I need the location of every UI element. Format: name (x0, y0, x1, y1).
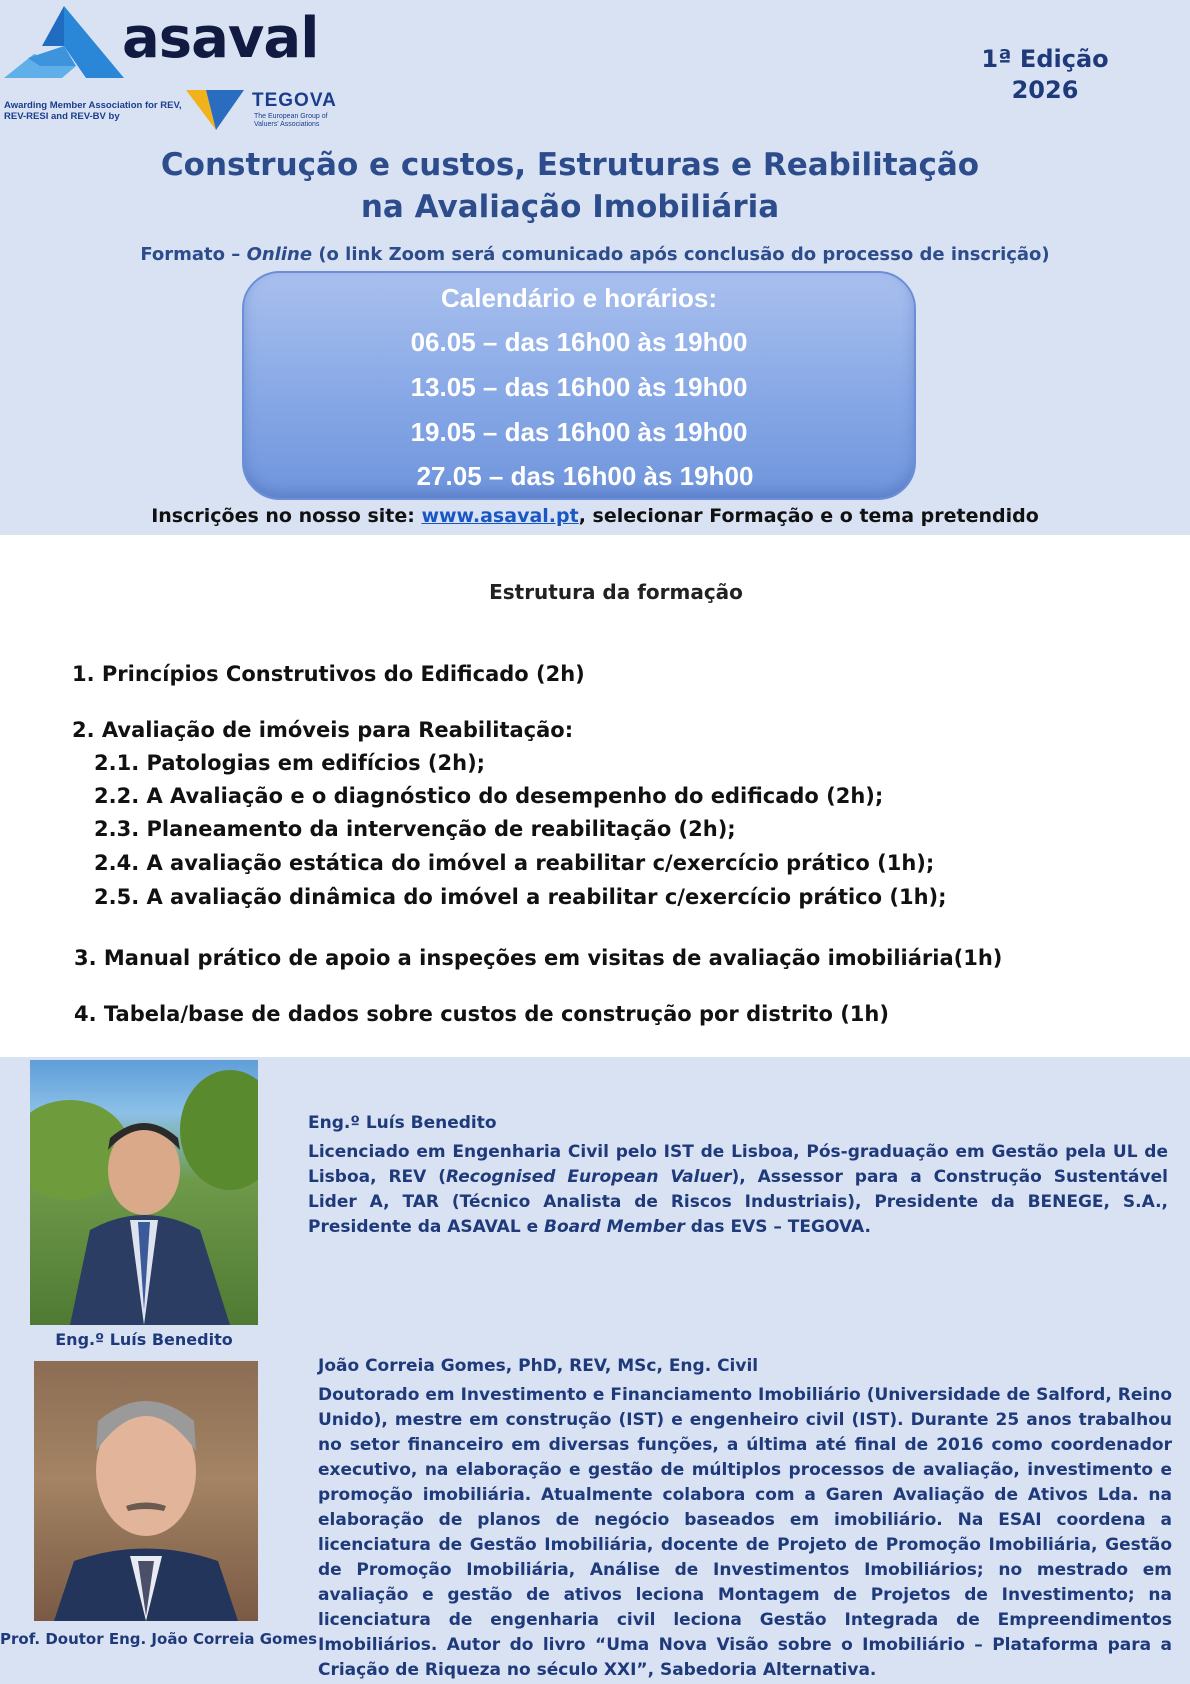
logo-wordmark: asaval (122, 6, 319, 71)
trainer-caption: Eng.º Luís Benedito (55, 1330, 233, 1349)
signup-line (0, 505, 1190, 527)
award-text: Awarding Member Association for REV, REV-RESI and REV-BV by (4, 100, 182, 122)
trainer-bio (308, 1140, 1168, 1240)
trainer-photo (34, 1361, 258, 1621)
bio-italic: Board Member (544, 1217, 685, 1237)
format-mode: Online (246, 244, 313, 265)
title-line-2: na Avaliação Imobiliária (360, 189, 780, 225)
tegova-subtext: The European Group of Valuers' Associations (254, 113, 328, 128)
title-line-1: Construção e custos, Estruturas e Reabilitação (160, 147, 980, 183)
format-suffix: (o link Zoom será comunicado após conclusão do processo de inscrição) (312, 244, 1050, 265)
tegova-logo-icon (186, 90, 244, 130)
calendar-session: 13.05 – das 16h00 às 19h00 (410, 372, 748, 402)
signup-link[interactable]: www.asaval.pt (421, 505, 579, 527)
structure-subitem: 2.3. Planeamento da intervenção de reabilitação (2h); (94, 817, 736, 841)
asaval-logo-icon (4, 6, 124, 78)
calendar-session: 06.05 – das 16h00 às 19h00 (410, 327, 748, 357)
portrait-icon (34, 1361, 258, 1621)
trainer-caption: Prof. Doutor Eng. João Correia Gomes (0, 1630, 318, 1648)
structure-item: 3. Manual prático de apoio a inspeções em visitas de avaliação imobiliária(1h) (74, 946, 1003, 970)
trainer-name: João Correia Gomes, PhD, REV, MSc, Eng. Civil (318, 1356, 759, 1376)
trainer-bio: Doutorado em Investimento e Financiamento Imobiliário (Universidade de Salford, Reino Unido), mestre em construção (IST) e engenheiro civil (IST). Durante 25 anos trabalhou no setor financeiro em diversas funções, a última até final de 2016 como coordenador executivo, na elaboração e gestão de múltiplos processos de avaliação, investimento e promoção imobiliária. Atualmente colabora com a Garen Avaliação de Ativos Lda. na elaboração de planos de negócio baseados em imobiliário. Na ESAI coordena a licenciatura de Gestão Imobiliária, docente de Projeto de Promoção Imobiliária, Gestão de Promoção Imobiliária, Análise de Investimentos Imobiliários; no mestrado em avaliação e gestão de ativos leciona Montagem de Projetos de Investimento; na licenciatura de engenharia civil leciona Gestão Integrada de Empreendimentos Imobiliários. Autor do livro “Uma Nova Visão sobre o Imobiliário – Plataforma para a Criação de Riqueza no século XXI”, Sabedoria Alternativa. (318, 1385, 1172, 1680)
tegova-wordmark: TEGOVA (252, 90, 337, 111)
page-title (50, 144, 1090, 228)
edition-label: 1ª Edição (981, 45, 1109, 73)
structure-item: 1. Princípios Construtivos do Edificado (2h) (72, 662, 585, 686)
bio-text: Licenciado em Engenharia Civil pelo IST de Lisboa, Pós-graduação em Gestão pela UL de Lisboa, REV ( (308, 1142, 1168, 1187)
calendar-box (242, 271, 916, 500)
edition-year: 2026 (1011, 76, 1079, 104)
portrait-icon (30, 1060, 258, 1325)
calendar-title: Calendário e horários: (441, 283, 717, 313)
structure-subitem: 2.4. A avaliação estática do imóvel a reabilitar c/exercício prático (1h); (94, 851, 935, 875)
structure-item: 4. Tabela/base de dados sobre custos de construção por distrito (1h) (74, 1002, 889, 1026)
bio-text: das EVS – TEGOVA. (684, 1217, 871, 1237)
edition-badge (960, 44, 1130, 106)
bio-italic: Recognised European Valuer (446, 1167, 732, 1187)
structure-subitem: 2.5. A avaliação dinâmica do imóvel a reabilitar c/exercício prático (1h); (94, 885, 947, 909)
trainer-photo (30, 1060, 258, 1325)
bio-text: ), Assessor para a Construção Sustentável Lider A, TAR (Técnico Analista de Riscos Industriais), Presidente da BENEGE, S.A., Presidente da ASAVAL e (308, 1167, 1168, 1237)
calendar-session: 27.05 – das 16h00 às 19h00 (416, 461, 754, 491)
format-prefix: Formato – (140, 244, 247, 265)
structure-item: 2. Avaliação de imóveis para Reabilitação: (72, 718, 574, 742)
calendar-session: 19.05 – das 16h00 às 19h00 (410, 417, 748, 447)
trainer-name: Eng.º Luís Benedito (308, 1113, 497, 1133)
structure-title: Estrutura da formação (489, 580, 743, 604)
format-line (0, 244, 1190, 265)
structure-subitem: 2.2. A Avaliação e o diagnóstico do desempenho do edificado (2h); (94, 784, 884, 808)
signup-prefix: Inscrições no nosso site: (151, 505, 422, 527)
signup-suffix: , selecionar Formação e o tema pretendido (578, 505, 1039, 527)
structure-subitem: 2.1. Patologias em edifícios (2h); (94, 751, 486, 775)
